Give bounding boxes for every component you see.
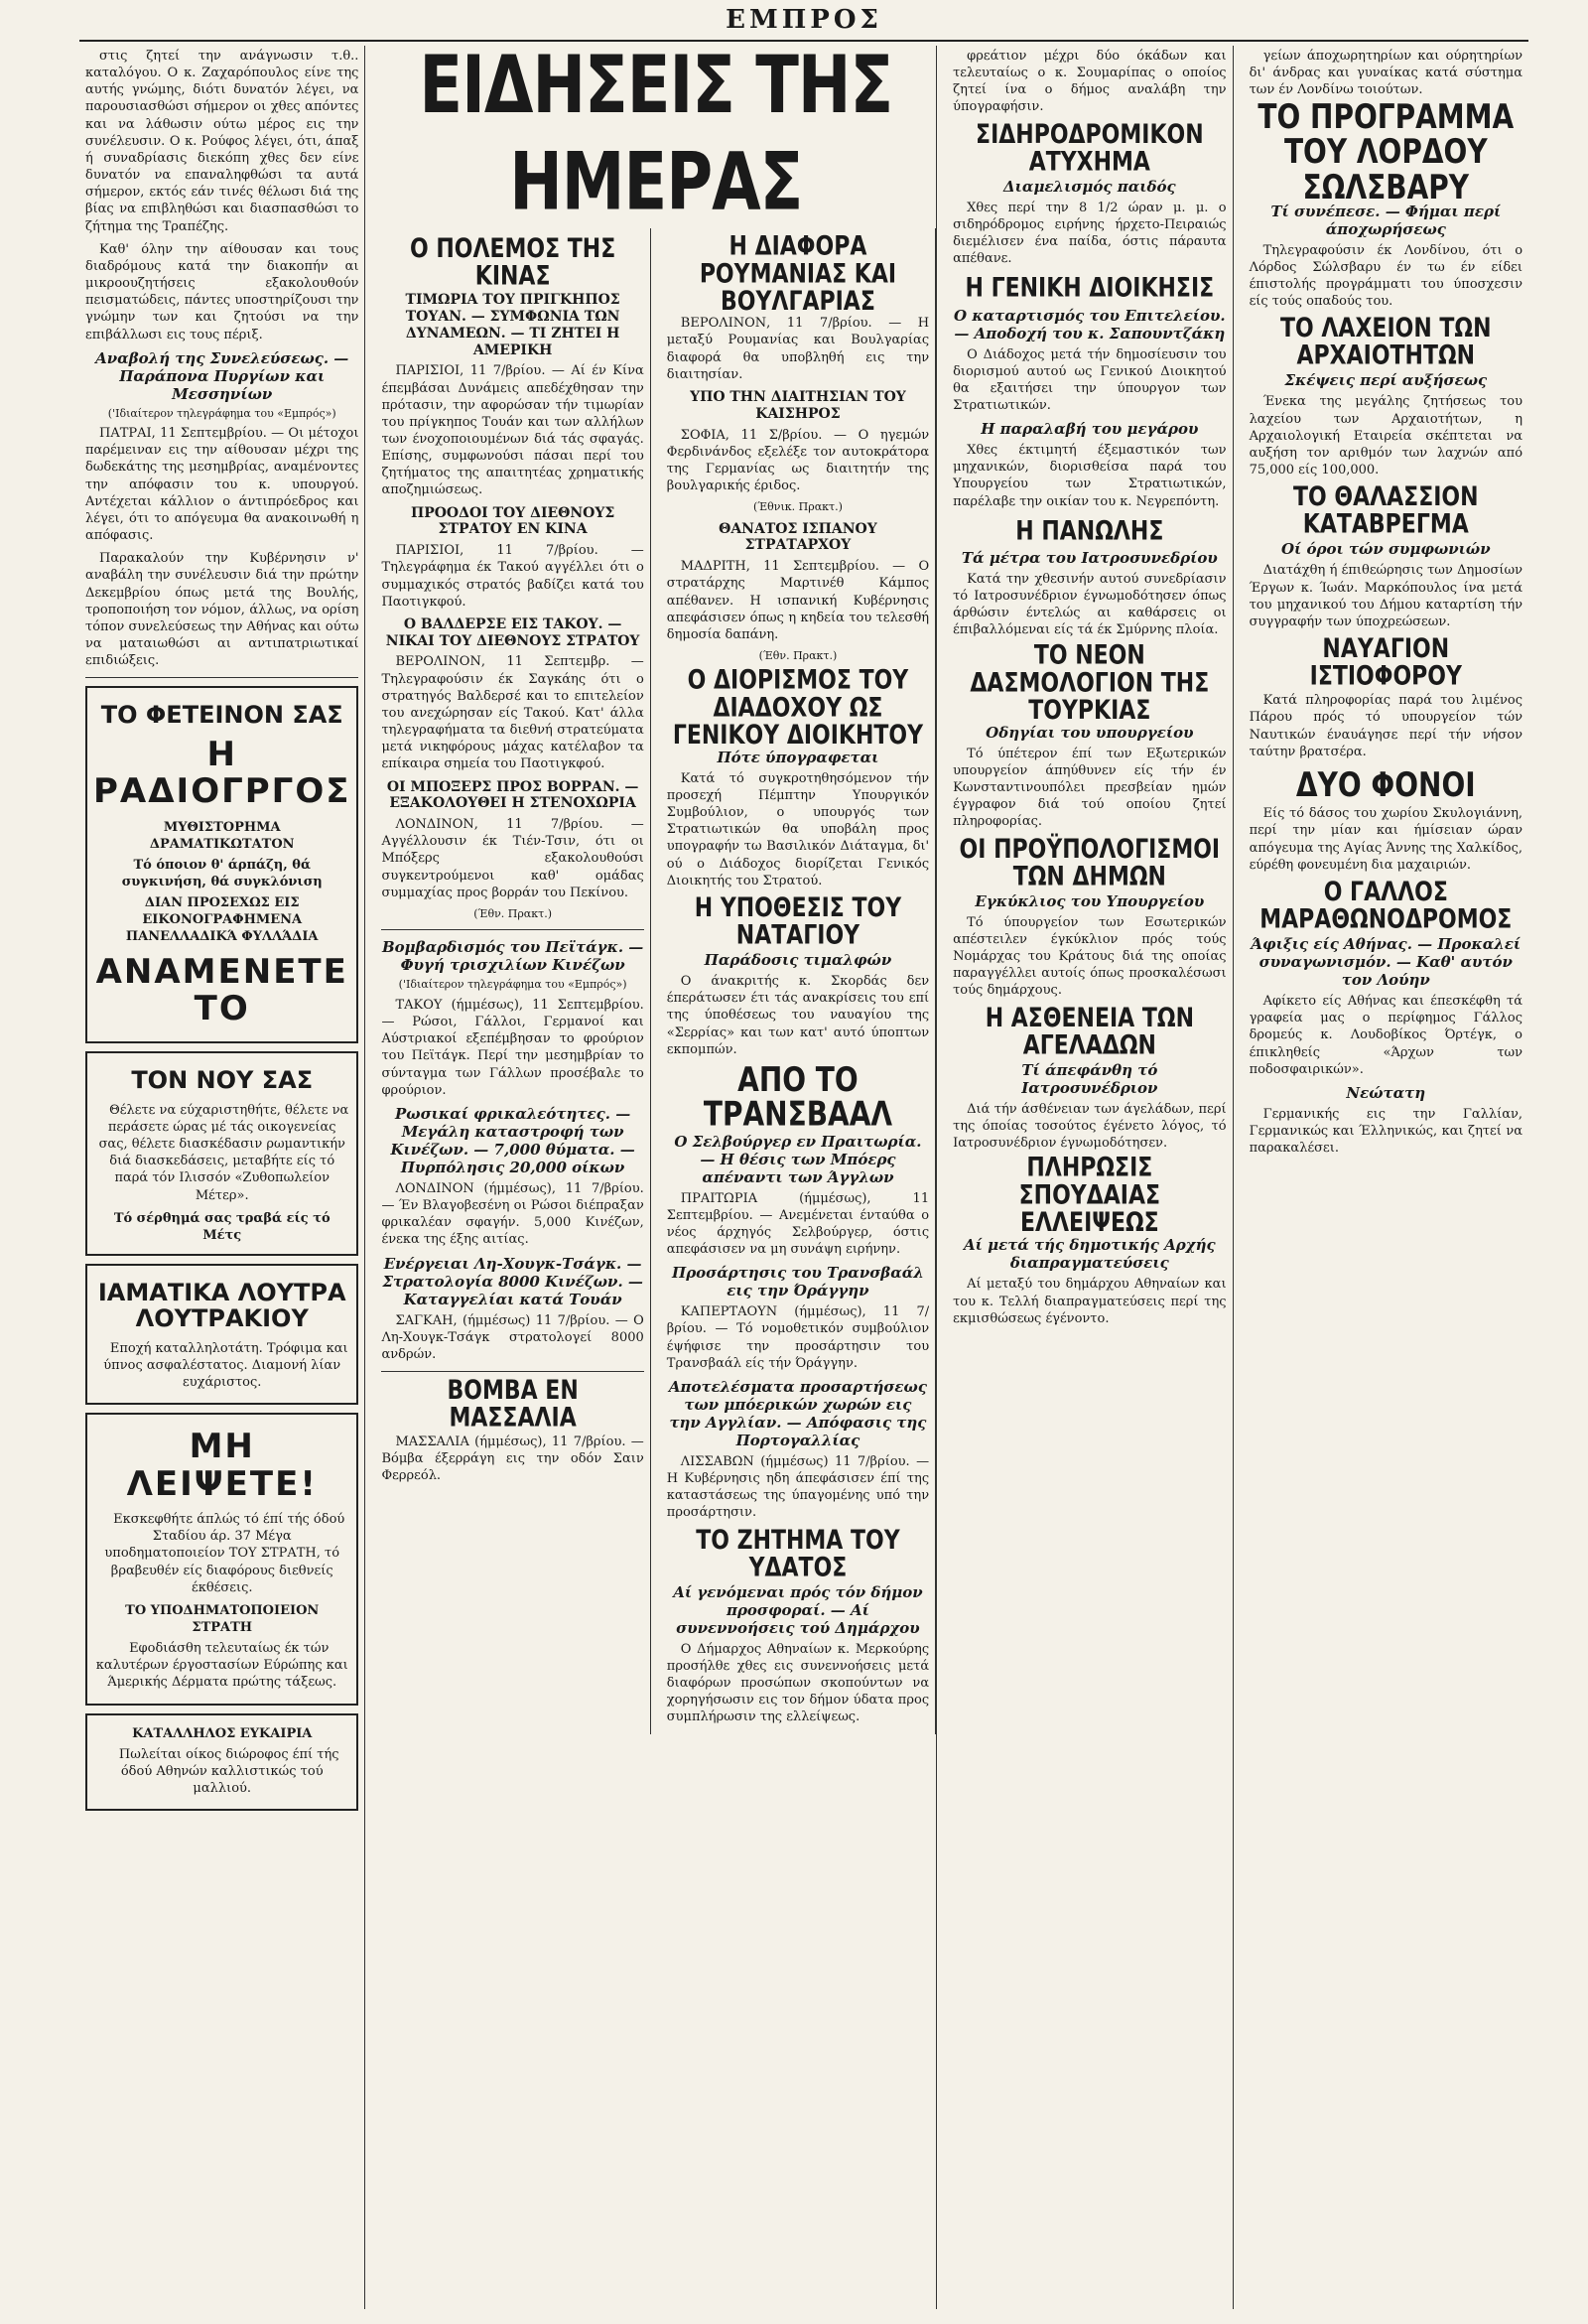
subheadline: Αί μετά τής δημοτικής Αρχής διαπραγματεύσεις <box>963 1236 1216 1273</box>
subheadline: Ο καταρτισμός του Επιτελείου. — Αποδοχή του κ. Σαπουντζάκη <box>954 306 1226 342</box>
article-text: ΒΕΡΟΛΙΝΟΝ, 11 7/βρίου. — Η μεταξύ Ρουμανίας και Βουλγαρίας διαφορά θα υποβληθή εις την διαιτησίαν. <box>666 316 930 382</box>
ad-text: ΔΙΑΝ ΠΡΟΣΕΧΩΣ ΕΙΣ ΕΙΚΟΝΟΓΡΑΦΗΜΕΝΑ ΠΑΝΕΛΛΑΔΙΚΆ ΦΥΛΛΆΔΙΑ <box>125 895 319 945</box>
ad-title: ΚΑΤΑΛΛΗΛΟΣ ΕΥΚΑΙΡΙΑ <box>132 1725 313 1741</box>
column-1 <box>79 46 365 2309</box>
subheadline: Εγκύκλιος του Υπουργείου <box>975 891 1205 910</box>
subheadline: Αποτελέσματα προσαρτήσεως των μπόερικών χωρών εις την Αγγλίαν. — Απόφασις της Πορτογαλλίας <box>668 1377 927 1449</box>
banner-subcolumns <box>375 228 936 1734</box>
headline: ΠΛΗΡΩΣΙΣ ΣΠΟΥΔΑΙΑΣ ΕΛΛΕΙΨΕΩΣ <box>1018 1154 1161 1239</box>
ad-text: Πωλείται οίκος διώροφος έπί τής όδού Αθηνών καλλιστικώς τού μαλλιού. <box>118 1746 339 1797</box>
article-text: Κατά πληροφορίας παρά του λιμένος Πάρου πρός τό υπουργείον τών Ναυτικών έναυάγησε περί τήν νήσον ταύτην βρατσέρα. <box>1249 693 1523 759</box>
article-text: ΜΑΔΡΙΤΗ, 11 Σεπτεμβρίου. — Ο στρατάρχης Μαρτινέθ Κάμπος απέθανεν. Η ισπανική Κυβέρνησις απεφάσισεν όπως η κηδεία του τελεσθή δημοσία δαπάνη. <box>666 559 930 642</box>
article-text: Κατά τό συγκροτηθησόμενον τήν προσεχή Πέμπτην Υπουργικόν Συμβούλιον, ο υπουργός των Στρατιωτικών θα υποβάλη προς υπογραφήν τω Βασιλικόν Διάταγμα, δι' ού ο Διάδοχος διορίζεται Γενικός Διοικητής του Στρατού. <box>666 770 930 889</box>
article-text: Τηλεγραφούσιν έκ Λονδίνου, ότι ο Λόρδος Σώλσβαρυ έν τω έν είδει έπιστολής προγράμματι του ύποσχεσιν είς τούς οπαδούς του. <box>1249 242 1523 310</box>
article-text: Είς τό δάσος του χωρίου Σκυλογιάννη, περί την μίαν και ήμίσειαν ώραν απόγευμα της Αγίας Άννης της Χαλκίδος, εύρέθη φονευμένη δια μαχαιριών. <box>1249 806 1523 873</box>
headline: Ενέργειαι Λη-Χουγκ-Τσάγκ. — Στρατολογία 8000 Κινέζων. — Καταγγελίαι κατά Τουάν <box>382 1254 643 1308</box>
article-text: φρεάτιον μέχρι δύο όκάδων και τελευταίως ο κ. Σουμαρίπας ο οποίος ζητεί ίνα ο δήμος αναλάβη την ύπογραφήσιν. <box>953 49 1227 115</box>
subheadline: Παράδοσις τιμαλφών <box>704 951 892 970</box>
article-text: Κατά την χθεσινήν αυτού συνεδρίασιν τό Ιατροσυνέδριον έγνωμοδότησεν όπως άρθώσιν έντελώς αι καθάρσεις οι έπιβαλλόμεναι είς τά έκ Σμύρνης πλοία. <box>953 571 1227 638</box>
subheadline: Προσάρτησις του Τρανσβαάλ εις την Όράγγην <box>672 1264 924 1300</box>
article-text: ΠΑΡΙΣΙΟΙ, 11 7/βρίου. — Αί έν Κίνα έπεμβάσαι Δυνάμεις απεδέχθησαν την πρότασιν, την αφορώσαν τήν τιμωρίαν του πρίγκηπος Τουάν και των αλλήλων των ένοχοποιουμένων διά τάς σφαγάς. Επίσης, συμφωνούσι πάσαι περί του ζητήματος της απαιτητέας χρηματικής αποζημιώσεως. <box>381 363 644 498</box>
headline: ΤΟ ΛΑΧΕΙΟΝ ΤΩΝ ΑΡΧΑΙΟΤΗΤΩΝ <box>1280 314 1492 372</box>
article-text: Διατάχθη ή έπιθεώρησις των Δημοσίων Έργων κ. Ίωάν. Μαρκόπουλος ίνα μετά του μηχανικού του Δήμου καταρτίση τήν συγγραφήν των ύποχρεώσεων. <box>1249 563 1523 629</box>
article-text: Τό ύπέτερον έπί των Εξωτερικών υπουργείον άπηύθυνεν είς τήν έν Κωνσταντινουπόλει πρεσβείαν ημών έγγραφον διά τού οποίου ζητεί πληροφορίας. <box>953 746 1227 830</box>
article-text: Ο Διάδοχος μετά τήν δημοσίευσιν του διορισμού αυτού ως Γενικού Διοικητού θα εξαιτήσει την ύπουργον των Στρατιωτικών. <box>953 346 1227 413</box>
source-line: ('Ιδιαίτερον τηλεγράφημα του «Εμπρός») <box>107 406 336 420</box>
headline: Η ΑΣΘΕΝΕΙΑ ΤΩΝ ΑΓΕΛΑΔΩΝ <box>985 1003 1194 1061</box>
subheadline: Οδηγίαι του υπουργείου <box>986 723 1194 742</box>
subheadline: Πότε ύπογραφεται <box>717 748 879 766</box>
article-text: ΜΑΣΣΑΛΙΑ (ήμμέσως), 11 7/βρίου. — Βόμβα έξερράγη εις την οδόν Σαιν Φερρεόλ. <box>381 1435 644 1484</box>
subheadline: Νεώτατη <box>1346 1083 1426 1102</box>
article-text: Χθες έκτιμητή έξεμαστικόν των μηχανικών, διορισθείσα παρά του Υπουργείου των Στρατιωτικών, παρέλαβε την οικίαν του κ. Νεγρεπόντη. <box>953 443 1227 509</box>
source-line: (Έθνικ. Πρακτ.) <box>752 500 843 514</box>
subheadline: ΥΠΟ ΤΗΝ ΔΙΑΙΤΗΣΙΑΝ ΤΟΥ ΚΑΙΣΗΡΟΣ <box>690 388 906 422</box>
ad-subtitle: ΜΥΘΙΣΤΟΡΗΜΑ ΔΡΑΜΑΤΙΚΩΤΑΤΟΝ <box>149 819 295 852</box>
column-2 <box>375 228 650 1734</box>
headline: ΤΟ ΘΑΛΑΣΣΙΟΝ ΚΑΤΑΒΡΕΓΜΑ <box>1293 482 1479 541</box>
ad-text: Θέλετε να εύχαριστηθήτε, θέλετε να περάσετε ώρας μέ τάς οικογενείας σας, θέλετε διασκέδασιν ρωμαντικήν διά διασκεδάσεις, μεταβήτε είς τό παρά τόν Ιλισσόν «Ζυθοπωλείον Μέτερ». <box>98 1102 349 1203</box>
ad-title: ΤΟ ΥΠΟΔΗΜΑΤΟΠΟΙΕΙΟΝ ΣΤΡΑΤΗ <box>125 1602 320 1636</box>
ad-title: ΤΟΝ ΝΟΥ ΣΑΣ <box>131 1066 314 1095</box>
headline: Ο ΔΙΟΡΙΣΜΟΣ ΤΟΥ ΔΙΑΔΟΧΟΥ ΩΣ ΓΕΝΙΚΟΥ ΔΙΟΙΚΗΤΟΥ <box>672 665 924 751</box>
column-3 <box>661 228 936 1734</box>
masthead: ΕΜΠΡΟΣ <box>79 0 1528 42</box>
advertisement <box>85 686 358 1043</box>
column-5 <box>1244 46 1528 2309</box>
ad-text: Εκσκεφθήτε άπλώς τό έπί τής όδού Σταδίου άρ. 37 Μέγα υποδηματοποιείον ΤΟΥ ΣΤΡΑΤΗ, τό βραβευθέν είς διαφόρους διεθνείς έκθέσεις. <box>104 1512 345 1595</box>
headline: ΤΟ ΠΡΟΓΡΑΜΜΑ ΤΟΥ ΛΟΡΔΟΥ ΣΩΛΣΒΑΡΥ <box>1257 97 1515 207</box>
article-text: γείων άποχωρητηρίων και ούρητηρίων δι' άνδρας και γυναίκας κατά σύστημα των έν Λονδίνω τοιούτων. <box>1249 49 1523 98</box>
subheadline: ΠΡΟΟΔΟΙ ΤΟΥ ΔΙΕΘΝΟΥΣ ΣΤΡΑΤΟΥ ΕΝ ΚΙΝΑ <box>410 504 615 538</box>
article-text: ΠΡΑΙΤΩΡΙΑ (ήμμέσως), 11 Σεπτεμβρίου. — Ανεμένεται ένταύθα ο νέος άρχηγός Σελβούργερ, όστις απεφάσισεν να μη συνάψη ειρήνην. <box>666 1190 930 1258</box>
article-text: ΣΑΓΚΑΗ, (ήμμέσως) 11 7/βρίου. — Ο Λη-Χουγκ-Τσάγκ στρατολογεί 8000 ανδρών. <box>381 1312 644 1362</box>
advertisement <box>85 1413 358 1705</box>
subheadline: Τά μέτρα του Ιατροσυνεδρίου <box>961 548 1218 567</box>
advertisement <box>85 1264 358 1405</box>
headline: ΤΟ ΖΗΤΗΜΑ ΤΟΥ ΥΔΑΤΟΣ <box>696 1525 900 1583</box>
article-text: Χθες περί την 8 1/2 ώραν μ. μ. ο σιδηρόδρομος ειρήνης ήρχετο-Πειραιώς διεμέλισεν ένα παίδα, όστις πάραυτα απέθανε. <box>953 200 1227 267</box>
subheadline: Η παραλαβή του μεγάρου <box>981 420 1199 439</box>
article-text: στις ζητεί την ανάγνωσιν τ.θ.. καταλόγου. Ο κ. Ζαχαρόπουλος είνε της αυτής γνώμης, διότι δυνατόν λέγει, να παρουσιασθώσι σήμερον οι χθες απόντες και να λάθωσιν ούτω μέρος εις την συνέλευσιν. Ο κ. Ρούφος λέγει, ότι, άπαξ ή συναδρίασις διεκόπη χθες δεν είνε δυνατόν να επαναληφθώσι τα αυτά σήμερον, εκτός εάν τινές θέλωσι διά της βίας να επιβληθώσι και διασπασθώσι το ζήτημα της Τραπέζης. <box>85 49 359 234</box>
article-text: Ο Δήμαρχος Αθηναίων κ. Μερκούρης προσήλθε χθες εις συνεννοήσεις μετά διαφόρων προσώπων σκοπούντων να χορηγήσωσιν εις τον δήμον ύδατα προς συμπλήρωσιν της ελλείψεως. <box>666 1641 930 1725</box>
ad-title: Η ΡΑΔΙΟΓΡΓΟΣ <box>93 734 351 812</box>
article-text: Καθ' όλην την αίθουσαν και τους διαδρόμους κατά την διακοπήν αι μικροουζητήσεις εξακολουθούν πεισματώδεις, πάντες υποστηρίζουσι την γνώμην των και ζητούσι να την επιβάλλωσι εις τους πέριξ. <box>85 241 359 342</box>
ad-text: Τό σέρθημά σας τραβά είς τό Μέτς <box>113 1210 331 1243</box>
headline: Ρωσικαί φρικαλεότητες. — Μεγάλη καταστροφή των Κινέζων. — 7,000 θύματα. — Πυρπόλησις 20,000 οίκων <box>390 1104 635 1176</box>
advertisement <box>85 1713 358 1812</box>
ad-title: ΑΝΑΜΕΝΕΤΕ ΤΟ <box>95 951 348 1029</box>
article-text: ΛΙΣΣΑΒΩΝ (ήμμέσως) 11 7/βρίου. — Η Κυβέρνησις ηδη άπεφάσισεν έπί της καταστάσεως της ύπαγομένης υπό την προσάρτησιν. <box>666 1453 930 1521</box>
headline: Η ΥΠΟΘΕΣΙΣ ΤΟΥ ΝΑΤΑΓΙΟΥ <box>694 893 902 951</box>
source-line: (Έθν. Πρακτ.) <box>473 906 552 920</box>
headline: ΑΠΟ ΤΟ ΤΡΑΝΣΒΑΑΛ <box>703 1059 893 1135</box>
article-text: ΛΟΝΔΙΝΟΝ, 11 7/βρίου. — Αγγέλλουσιν έκ Τιέν-Τσιν, ότι οι Μπόξερς εξακολουθούσι συγκεντρούμενοι καθ' ομάδας συμμαχίας προς βορράν του Πεκίνου. <box>381 817 644 900</box>
article-text: Αί μεταξύ του δημάρχου Αθηναίων και του κ. Τελλή διαπραγματεύσεις περί της εκμισθώσεως έγένοντο. <box>953 1277 1227 1326</box>
article-text: ΛΟΝΔΙΝΟΝ (ήμμέσως), 11 7/βρίου. — Έν Βλαγοβεσένη οι Ρώσοι διέπραξαν φρικαλέαν σφαγήν. 5,000 Κινέζων, ένεκα της έξης αιτίας. <box>381 1180 644 1248</box>
ad-text: Τό όποιον θ' άρπάζη, θά συγκινήση, θά συγκλόνιση <box>121 857 323 889</box>
article-text: ΚΑΠΕΡΤΑΟΥΝ (ήμμέσως), 11 7/βρίου. — Τό νομοθετικόν συμβούλιον έψήφισε την προσάρτησιν του Τρανσβαάλ είς τήν Όράγγην. <box>666 1304 930 1371</box>
divider <box>381 1371 643 1372</box>
subheadline: Οί όροι τών συμφωνιών <box>1280 540 1491 559</box>
headline: ΤΟ ΝΕΟΝ ΔΑΣΜΟΛΟΓΙΟΝ ΤΗΣ ΤΟΥΡΚΙΑΣ <box>970 640 1210 726</box>
article-text: Παρακαλούν την Κυβέρνησιν ν' αναβάλη την συνέλευσιν διά την πρώτην Δεκεμβρίου όπως μετά της Βουλής, τροποποιήση τον νόμον, άλλως, να ορίση τόπον συνελεύσεως την Αθήνας και ούτω να ματαιωθώσι αι αντιπατριωτικαί επιδιώξεις. <box>85 551 359 669</box>
ad-text: Εποχή καταλληλοτάτη. Τρόφιμα και ύπνος ασφαλέστατος. Διαμονή λίαν ευχάριστος. <box>103 1340 348 1391</box>
subheadline: Τί συνέπεσε. — Φήμαι περί άποχωρήσεως <box>1270 202 1502 238</box>
headline: ΘΑΝΑΤΟΣ ΙΣΠΑΝΟΥ ΣΤΡΑΤΑΡΧΟΥ <box>719 520 877 554</box>
column-4 <box>947 46 1233 2309</box>
headline: Αναβολή της Συνελεύσεως. — Παράπονα Πυργίων και Μεσσηνίων <box>95 348 349 403</box>
headline: Βομβαρδισμός του Πεϊτάγκ. — Φυγή τρισχιλίων Κινέζων <box>381 938 644 975</box>
advertisement <box>85 1051 358 1256</box>
ad-title: ΙΑΜΑΤΙΚΑ ΛΟΥΤΡΑ ΛΟΥΤΡΑΚΙΟΥ <box>97 1279 346 1333</box>
source-line: (Έθν. Πρακτ.) <box>758 649 838 663</box>
subheadline: Ο ΒΑΛΔΕΡΣΕ ΕΙΣ ΤΑΚΟΥ. — ΝΙΚΑΙ ΤΟΥ ΔΙΕΘΝΟΥΣ ΣΤΡΑΤΟΥ <box>385 615 640 649</box>
article-text: Γερμανικής εις την Γαλλίαν, Γερμανικώς και Έλληνικώς, και ζητεί να παρακαλέσει. <box>1249 1106 1523 1157</box>
headline: Ο ΠΟΛΕΜΟΣ ΤΗΣ ΚΙΝΑΣ <box>409 234 616 292</box>
divider <box>381 929 643 930</box>
subheadline: Άφιξις είς Αθήνας. — Προκαλεί συναγωνισμόν. — Καθ' αυτόν τον Λούην <box>1251 935 1522 990</box>
article-text: ΠΑΤΡΑΙ, 11 Σεπτεμβρίου. — Οι μέτοχοι παρέμειναν εις την αίθουσαν μέχρι της δωδεκάτης της μεσημβρίας, αναμένοντες την απόφασιν του κ. υπουργού. Αντέχεται κάλλιον ο άντιπρόεδρος και λέγει, ότι το απόγευμα θα ανακοινωθή η απόφασις. <box>85 426 359 544</box>
article-text: ΤΑΚΟΥ (ήμμέσως), 11 Σεπτεμβρίου. — Ρώσοι, Γάλλοι, Γερμανοί και Αύστριακοί εξεπέμβησαν το φρούριον του Πεϊτάγκ. Περί την μεσημβρίαν το σύνταγμα των Γάλλων προσέβαλε το φρούριον. <box>381 997 644 1098</box>
article-text: Ο άνακριτής κ. Σκορδάς δεν έπεράτωσεν έτι τάς ανακρίσεις του επί της ύποθέσεως του ναυαγίου της «Σερρίας» και των κατ' αυτό ύποπτων εκπομπών. <box>666 974 930 1057</box>
divider <box>85 677 358 678</box>
source-line: ('Ιδιαίτερον τηλεγράφημα του «Εμπρός») <box>398 978 627 992</box>
subheadline: Διαμελισμός παιδός <box>1003 177 1176 196</box>
article-text: Αφίκετο είς Αθήνας και έπεσκέφθη τά γραφεία μας ο περίφημος Γάλλος δρομεύς κ. Λουδοβίκος Όρτέγκ, ο έπικληθείς «Άρχων των ποδοσφαιρικών». <box>1249 994 1523 1077</box>
article-text: ΠΑΡΙΣΙΟΙ, 11 7/βρίου. — Τηλεγράφημα έκ Τακού αγγέλλει ότι ο συμμαχικός στρατός βαδίζει κατά του Παοτιγκφού. <box>381 543 644 610</box>
headline: ΔΥΟ ΦΟΝΟΙ <box>1295 764 1476 805</box>
headline: Η ΔΙΑΦΟΡΑ ΡΟΥΜΑΝΙΑΣ ΚΑΙ ΒΟΥΛΓΑΡΙΑΣ <box>699 231 897 318</box>
ad-title: ΜΗ ΛΕΙΨΕΤΕ! <box>126 1427 318 1504</box>
subheadline: ΤΙΜΩΡΙΑ ΤΟΥ ΠΡΙΓΚΗΠΟΣ ΤΟΥΑΝ. — ΣΥΜΦΩΝΙΑ ΤΩΝ ΔΥΝΑΜΕΩΝ. — ΤΙ ΖΗΤΕΙ Η ΑΜΕΡΙΚΗ <box>405 292 620 358</box>
page-banner: ΕΙΔΗΣΕΙΣ ΤΗΣ ΗΜΕΡΑΣ <box>419 46 893 229</box>
headline: Η ΓΕΝΙΚΗ ΔΙΟΙΚΗΣΙΣ <box>965 273 1215 304</box>
subheadline: Ο Σελβούργερ εν Πραιτωρία. — Η θέσις των Μπόερς απέναντι των Άγγλων <box>674 1132 922 1186</box>
headline: ΟΙ ΠΡΟΫΠΟΛΟΓΙΣΜΟΙ ΤΩΝ ΔΗΜΩΝ <box>959 834 1221 892</box>
article-text: Τό ύπουργείον των Εσωτερικών απέστειλεν έγκύκλιον πρός τούς Νομάρχας του Κράτους διά της οποίας παραγγέλλει αυτοίς όπως προσκαλέσωσι τούς δημάρχους. <box>953 914 1227 999</box>
headline: ΣΙΔΗΡΟΔΡΟΜΙΚΟΝ ΑΤΥΧΗΜΑ <box>976 119 1204 178</box>
headline: ΒΟΜΒΑ ΕΝ ΜΑΣΣΑΛΙΑ <box>447 1376 579 1434</box>
article-text: ΣΟΦΙΑ, 11 Σ/βρίου. — Ο ηγεμών Φερδινάνδος εξελέξε τον αυτοκράτορα της Γερμανίας ως διαιτητήν της βουλγαρικής έριδος. <box>666 427 930 493</box>
banner-columns <box>375 46 937 2309</box>
article-text: ΒΕΡΟΛΙΝΟΝ, 11 Σεπτεμβρ. — Τηλεγραφούσιν έκ Σαγκάης ότι ο στρατηγός Βαλδερσέ και το επιτελείον του ανεχώρησαν είς Τακού. Κατ' άλλα τηλεγραφήματα τα διεθνή στρατεύματα μετά νικηφόρους μάχας κατέλαβον τα επίκαιρα σημεία του Παοτιγκφού. <box>381 654 644 772</box>
subheadline: ΟΙ ΜΠΟΞΕΡΣ ΠΡΟΣ ΒΟΡΡΑΝ. — ΕΞΑΚΟΛΟΥΘΕΙ Η ΣΤΕΝΟΧΩΡΙΑ <box>386 778 639 812</box>
article-text: Διά τήν άσθένειαν των άγελάδων, περί της όποίας τοσούτος έγένετο λόγος, τό Ιατροσυνέδριον έγνωμοδότησεν. <box>953 1101 1227 1152</box>
article-text: Ένεκα της μεγάλης ζητήσεως του λαχείου των Αρχαιοτήτων, η Αρχαιολογική Εταιρεία σκέπτεται να αυξήση τον αριθμόν των λαχνών από 75,000 είς 100,000. <box>1249 394 1523 478</box>
headline: Η ΠΑΝΩΛΗΣ <box>1015 516 1164 547</box>
ad-title: ΤΟ ΦΕΤΕΙΝΟΝ ΣΑΣ <box>100 701 343 730</box>
subheadline: Αί γενόμεναι πρός τόν δήμον προσφοραί. — Αί συνεννοήσεις τού Δημάρχου <box>673 1582 923 1637</box>
ad-text: Εφοδιάσθη τελευταίως έκ τών καλυτέρων έργοστασίων Εύρώπης και Άμερικής Δέρματα πρώτης τάξεως. <box>95 1641 348 1691</box>
headline: ΝΑΥΑΓΙΟΝ ΙΣΤΙΟΦΟΡΟΥ <box>1309 634 1462 692</box>
headline: Ο ΓΑΛΛΟΣ ΜΑΡΑΘΩΝΟΔΡΟΜΟΣ <box>1259 878 1513 935</box>
subheadline: Τί άπεφάνθη τό Ιατροσυνέδριον <box>1021 1060 1158 1097</box>
subheadline: Σκέψεις περί αυξήσεως <box>1284 371 1488 390</box>
columns <box>79 46 1528 2309</box>
